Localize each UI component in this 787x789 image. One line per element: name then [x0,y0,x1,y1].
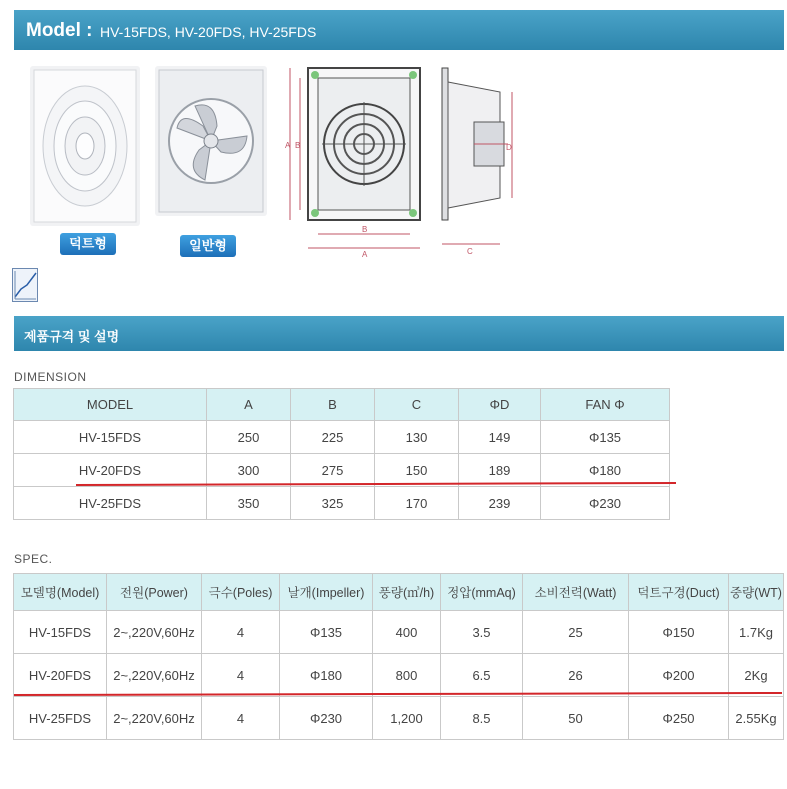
spec-col-header: 정압(mmAq) [441,574,523,611]
dim-letter-b: B [362,225,368,234]
dim-letter-b-vertical: B [295,141,301,150]
dim-letter-a-vertical: A [285,141,291,150]
spec-cell: 2~,220V,60Hz [107,654,202,697]
spec-col-header: 극수(Poles) [202,574,280,611]
spec-cell: 4 [202,697,280,740]
dim-cell: 149 [459,421,541,454]
dim-cell: HV-15FDS [14,421,207,454]
dim-cell: 300 [207,454,291,487]
caption-duct-type: 덕트형 [60,233,116,255]
spec-cell: 3.5 [441,611,523,654]
chart-line-icon [13,269,37,301]
table-row [14,487,670,520]
dim-col-header: ΦD [459,389,541,421]
spec-section-title: 제품규격 및 설명 [24,329,120,344]
duct-type-photo [30,66,140,226]
dim-cell: Φ135 [541,421,670,454]
spec-col-header: 중량(WT) [729,574,784,611]
spec-cell: 2Kg [729,654,784,697]
dim-cell: Φ230 [541,487,670,520]
spec-cell: Φ135 [280,611,373,654]
dim-cell: 225 [291,421,375,454]
spec-cell: Φ150 [629,611,729,654]
table-row [14,654,784,697]
dim-cell: 239 [459,487,541,520]
spec-cell: HV-25FDS [14,697,107,740]
side-view-drawing [434,62,524,260]
chart-icon [12,268,38,302]
spec-col-header: 모델명(Model) [14,574,107,611]
spec-col-header: 덕트구경(Duct) [629,574,729,611]
dimension-header-row [14,389,670,421]
duct-fan-illustration [30,66,140,226]
spec-cell: 1.7Kg [729,611,784,654]
dim-col-header: A [207,389,291,421]
spec-cell: 8.5 [441,697,523,740]
front-view-drawing [282,62,432,260]
spec-cell: 4 [202,611,280,654]
caption-general-type: 일반형 [180,235,236,257]
spec-cell: 800 [373,654,441,697]
general-fan-illustration [155,66,267,216]
dim-col-header: MODEL [14,389,207,421]
model-label: Model : [26,20,93,41]
general-type-photo [155,66,267,216]
dim-cell: 350 [207,487,291,520]
dim-cell: 325 [291,487,375,520]
table-row [14,611,784,654]
dim-col-header: C [375,389,459,421]
spec-cell: 6.5 [441,654,523,697]
dim-col-header: B [291,389,375,421]
dim-cell: HV-25FDS [14,487,207,520]
spec-col-header: 날개(Impeller) [280,574,373,611]
table-row [14,697,784,740]
table-row [14,421,670,454]
spec-table [13,573,784,740]
spec-col-header: 전원(Power) [107,574,202,611]
dimension-label: DIMENSION [14,370,87,384]
dim-cell: Φ180 [541,454,670,487]
spec-label: SPEC. [14,552,53,566]
spec-cell: 2.55Kg [729,697,784,740]
dim-letter-c: C [467,247,473,256]
dim-letter-a: A [362,250,368,259]
model-header-bar [14,10,784,50]
spec-cell: 50 [523,697,629,740]
spec-col-header: 풍량(㎥/h) [373,574,441,611]
spec-cell: Φ250 [629,697,729,740]
spec-cell: Φ230 [280,697,373,740]
dim-cell: 189 [459,454,541,487]
spec-cell: 26 [523,654,629,697]
spec-cell: 25 [523,611,629,654]
dim-col-header: FAN Φ [541,389,670,421]
dim-cell: 275 [291,454,375,487]
dimension-table [13,388,670,520]
spec-col-header: 소비전력(Watt) [523,574,629,611]
dim-cell: 130 [375,421,459,454]
spec-cell: HV-15FDS [14,611,107,654]
spec-cell: Φ180 [280,654,373,697]
dim-cell: 250 [207,421,291,454]
dim-cell: HV-20FDS [14,454,207,487]
model-list: HV-15FDS, HV-20FDS, HV-25FDS [100,24,317,40]
spec-cell: HV-20FDS [14,654,107,697]
spec-cell: 4 [202,654,280,697]
spec-section-bar [14,316,784,351]
dim-letter-d: D [506,143,512,152]
dim-cell: 150 [375,454,459,487]
spec-cell: 400 [373,611,441,654]
spec-cell: 2~,220V,60Hz [107,697,202,740]
spec-header-row [14,574,784,611]
spec-cell: 2~,220V,60Hz [107,611,202,654]
spec-cell: 1,200 [373,697,441,740]
spec-cell: Φ200 [629,654,729,697]
dim-cell: 170 [375,487,459,520]
